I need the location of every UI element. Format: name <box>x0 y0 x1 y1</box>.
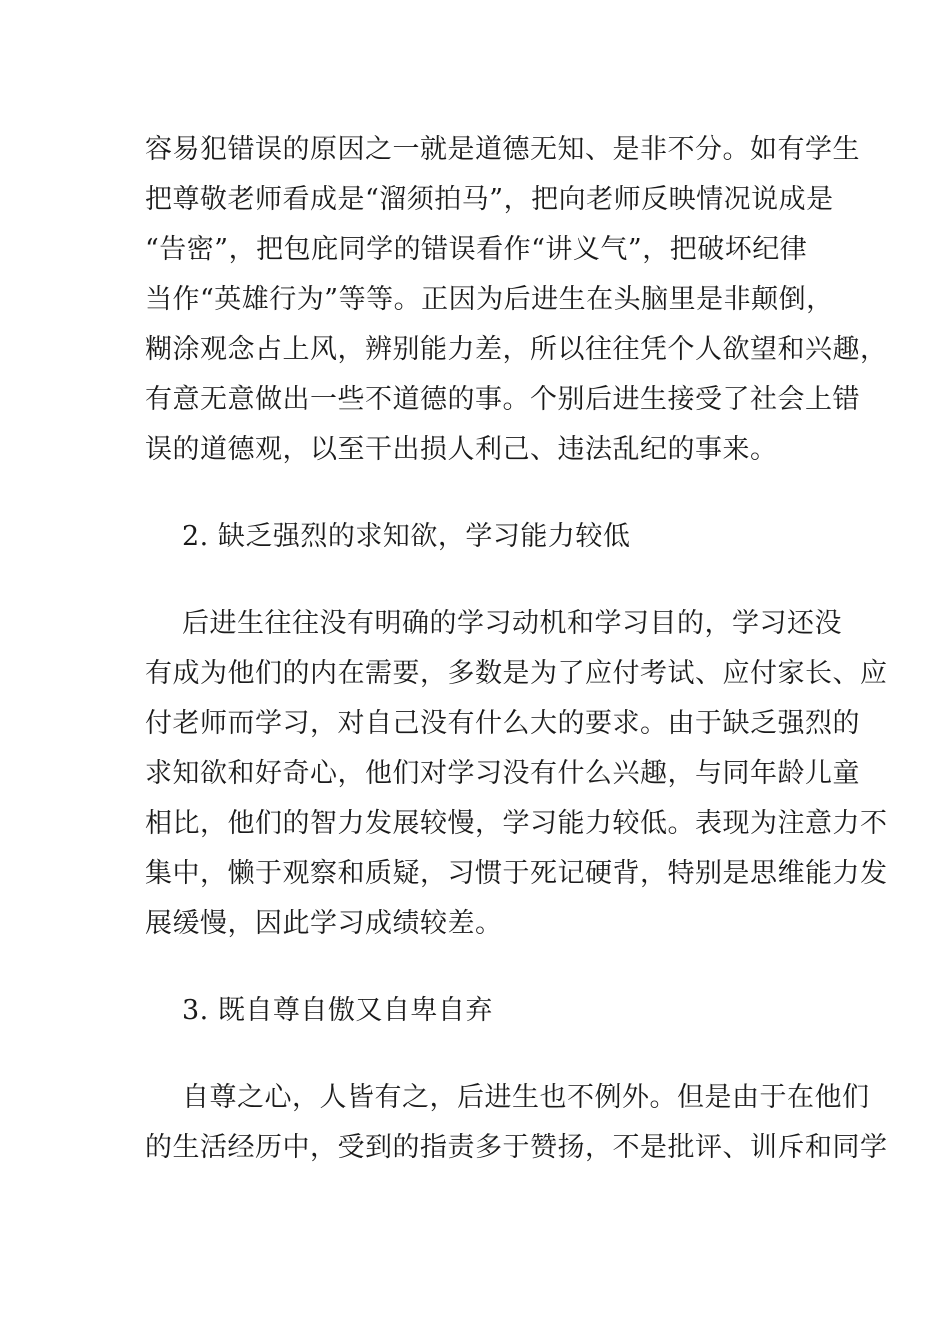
paragraph-line: 误的道德观，以至干出损人利己、违法乱纪的事来。 <box>145 434 778 465</box>
paragraph-line: 有成为他们的内在需要，多数是为了应付考试、应付家长、应 <box>145 658 888 689</box>
section-heading: 2. 缺乏强烈的求知欲，学习能力较低 <box>182 521 631 552</box>
paragraph-line: 求知欲和好奇心，他们对学习没有什么兴趣，与同年龄儿童 <box>145 758 860 789</box>
paragraph-line: 有意无意做出一些不道德的事。个别后进生接受了社会上错 <box>145 384 860 415</box>
paragraph-line: 后进生往往没有明确的学习动机和学习目的，学习还没 <box>182 608 842 639</box>
paragraph-line: 糊涂观念占上风，辨别能力差，所以往往凭个人欲望和兴趣， <box>145 334 888 365</box>
paragraph-line: 当作“英雄行为”等等。正因为后进生在头脑里是非颠倒， <box>145 284 834 315</box>
paragraph-line: 的生活经历中，受到的指责多于赞扬，不是批评、训斥和同学 <box>145 1132 888 1163</box>
paragraph-line: 相比，他们的智力发展较慢，学习能力较低。表现为注意力不 <box>145 808 888 839</box>
paragraph-line: “告密”，把包庇同学的错误看作“讲义气”，把破坏纪律 <box>145 234 808 265</box>
paragraph-line: 付老师而学习，对自己没有什么大的要求。由于缺乏强烈的 <box>145 708 860 739</box>
paragraph-line: 把尊敬老师看成是“溜须拍马”，把向老师反映情况说成是 <box>145 184 834 215</box>
section-heading: 3. 既自尊自傲又自卑自弃 <box>182 995 493 1026</box>
paragraph-line: 集中，懒于观察和质疑，习惯于死记硬背，特别是思维能力发 <box>145 858 888 889</box>
paragraph-line: 容易犯错误的原因之一就是道德无知、是非不分。如有学生 <box>145 134 860 165</box>
paragraph-line: 自尊之心，人皆有之，后进生也不例外。但是由于在他们 <box>182 1082 870 1113</box>
paragraph-line: 展缓慢，因此学习成绩较差。 <box>145 908 503 939</box>
